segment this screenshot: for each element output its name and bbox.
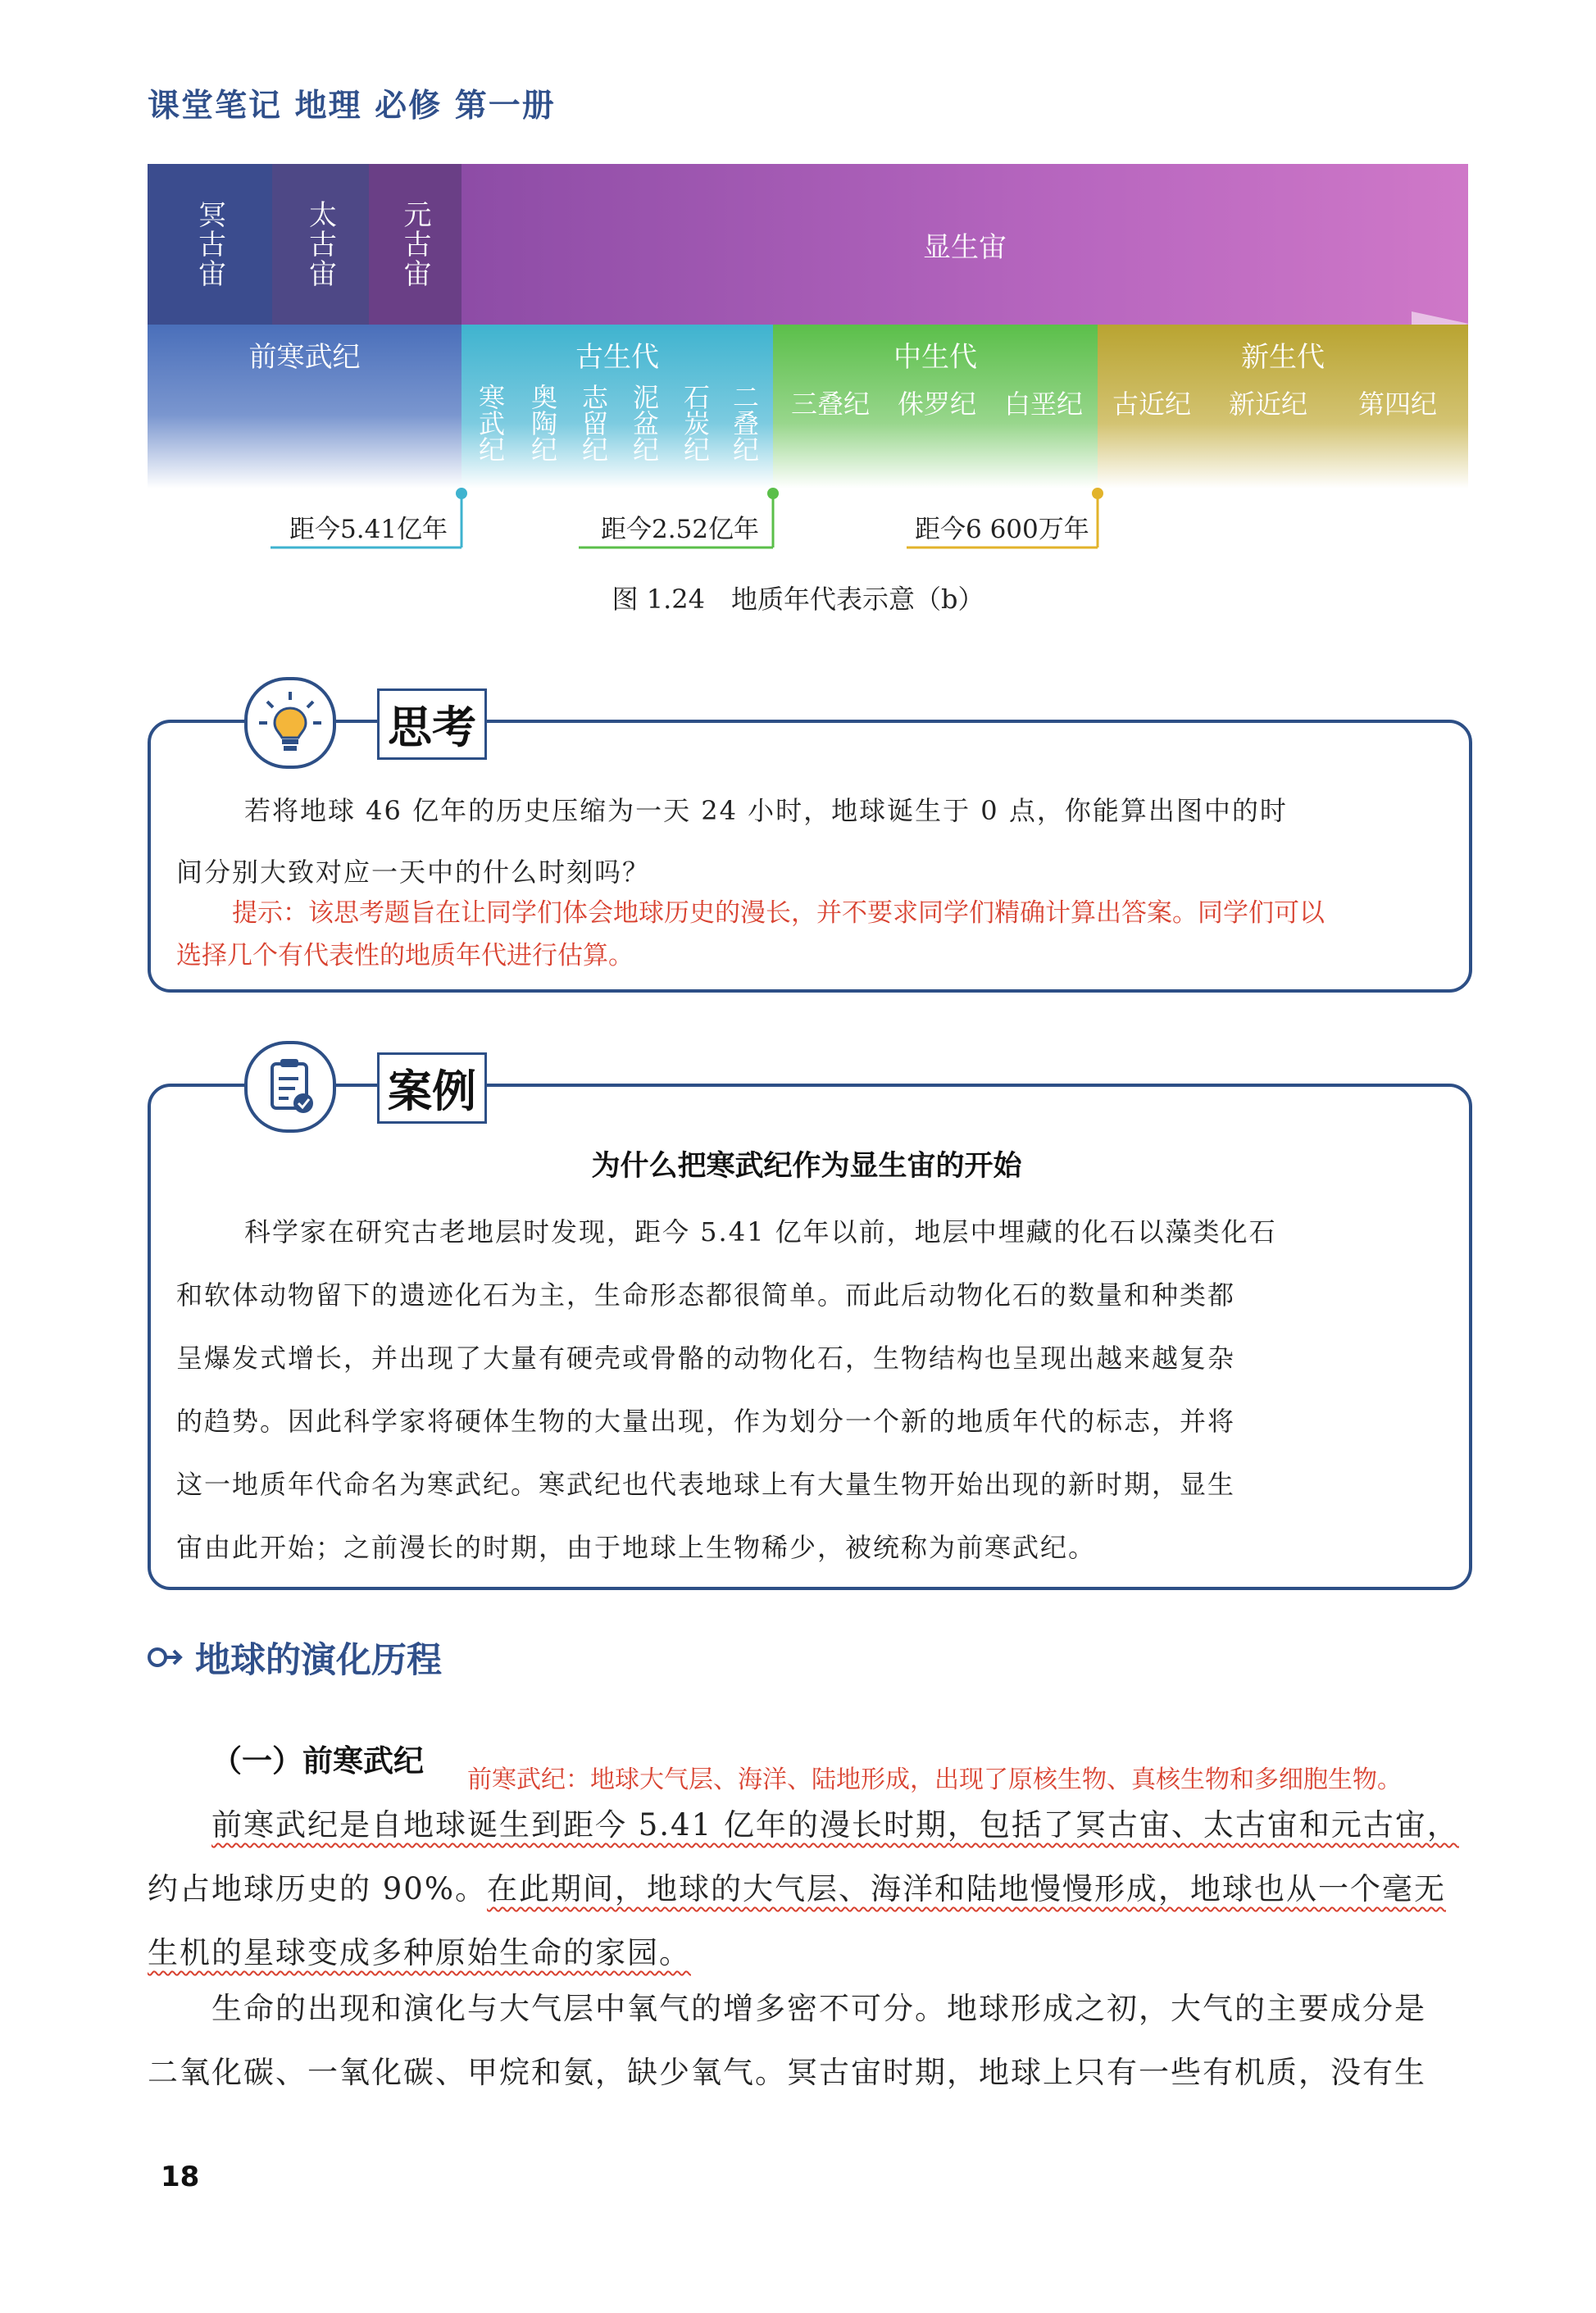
plain-text: 约占地球历史的 90%。 [148, 1871, 487, 1906]
case-heading: 为什么把寒武纪作为显生宙的开始 [591, 1150, 1022, 1183]
think-question [176, 780, 1439, 903]
eon-label: 元古宙 [398, 200, 431, 289]
eon-label: 太古宙 [303, 200, 337, 289]
period-ordovician: 奥陶纪 [527, 384, 558, 462]
era-mesozoic [773, 325, 1098, 489]
question-line: 间分别大致对应一天中的什么时刻吗？ [176, 857, 651, 888]
eon-phanerozoic [462, 164, 1468, 325]
case-line: 的趋势。因此科学家将硬体生物的大量出现，作为划分一个新的地质年代的标志，并将 [176, 1406, 1236, 1437]
era-label: 新生代 [1241, 341, 1325, 374]
section-bullet-icon [146, 1643, 185, 1672]
case-title: 案例 [377, 1052, 487, 1124]
eon-proterozoic [369, 164, 462, 325]
marker-label-252: 距今2.52亿年 [601, 515, 760, 544]
period-silurian: 志留纪 [578, 384, 609, 462]
period-neogene: 新近纪 [1229, 389, 1308, 420]
case-line: 这一地质年代命名为寒武纪。寒武纪也代表地球上有大量生物开始出现的新时期，显生 [176, 1469, 1236, 1500]
paragraph-1 [148, 1793, 1476, 1985]
eon-hadean [148, 164, 272, 325]
think-hint [176, 892, 1455, 977]
clipboard-check-icon [244, 1041, 336, 1133]
paragraph-line [148, 1793, 1476, 1857]
eon-label: 显生宙 [923, 230, 1007, 264]
era-label: 中生代 [893, 341, 977, 374]
paragraph-line: 生命的出现和演化与大气层中氧气的增多密不可分。地球形成之初，大气的主要成分是 [211, 1991, 1426, 2026]
era-paleozoic [462, 325, 773, 489]
page-number: 18 [161, 2161, 200, 2193]
section-title: 地球的演化历程 [195, 1640, 442, 1681]
paragraph-line: 二氧化碳、一氧化碳、甲烷和氨，缺少氧气。冥古宙时期，地球上只有一些有机质，没有生 [148, 2055, 1426, 2090]
era-label: 古生代 [575, 341, 659, 374]
hint-line: 提示：该思考题旨在让同学们体会地球历史的漫长，并不要求同学们精确计算出答案。同学们可以 [232, 898, 1325, 928]
period-carboniferous: 石炭纪 [680, 384, 711, 462]
case-body [176, 1201, 1455, 1579]
highlighted-text: 在此期间，地球的大气层、海洋和陆地慢慢形成，地球也从一个毫无 [487, 1871, 1446, 1906]
paragraph-line [148, 1857, 1476, 1921]
lightbulb-icon [244, 677, 336, 769]
highlighted-text: 生机的星球变成多种原始生命的家园。 [148, 1935, 691, 1970]
hint-line: 选择几个有代表性的地质年代进行估算。 [176, 941, 634, 970]
period-devonian: 泥盆纪 [629, 384, 660, 462]
marker-label-541: 距今5.41亿年 [289, 515, 448, 544]
period-permian: 二叠纪 [729, 384, 760, 462]
eon-archean [272, 164, 369, 325]
paragraph-line [148, 1921, 1476, 1985]
case-line: 宙由此开始；之前漫长的时期，由于地球上生物稀少，被统称为前寒武纪。 [176, 1532, 1097, 1563]
period-triassic: 三叠纪 [791, 389, 871, 420]
margin-note: 前寒武纪：地球大气层、海洋、陆地形成，出现了原核生物、真核生物和多细胞生物。 [467, 1765, 1402, 1794]
case-line: 呈爆发式增长，并出现了大量有硬壳或骨骼的动物化石，生物结构也呈现出越来越复杂 [176, 1343, 1236, 1374]
question-line: 若将地球 46 亿年的历史压缩为一天 24 小时，地球诞生于 0 点，你能算出图中的时 [244, 795, 1288, 826]
case-line: 和软体动物留下的遗迹化石为主，生命形态都很简单。而此后动物化石的数量和种类都 [176, 1279, 1236, 1311]
case-line: 科学家在研究古老地层时发现，距今 5.41 亿年以前，地层中埋藏的化石以藻类化石 [244, 1216, 1277, 1247]
subsection-title: （一）前寒武纪 [211, 1743, 424, 1779]
period-cretaceous: 白垩纪 [1004, 389, 1084, 420]
era-precambrian [148, 325, 462, 489]
highlighted-text: 前寒武纪是自地球诞生到距今 5.41 亿年的漫长时期，包括了冥古宙、太古宙和元古宙， [211, 1807, 1459, 1843]
era-label: 前寒武纪 [248, 341, 361, 374]
think-title: 思考 [377, 688, 487, 760]
period-quaternary: 第四纪 [1358, 389, 1438, 420]
running-head: 课堂笔记 地理 必修 第一册 [148, 88, 556, 125]
era-cenozoic [1098, 325, 1468, 489]
eon-label: 冥古宙 [193, 200, 226, 289]
period-paleogene: 古近纪 [1112, 389, 1192, 420]
paragraph-2 [148, 1977, 1476, 2105]
marker-label-66: 距今6 600万年 [915, 515, 1089, 544]
period-cambrian: 寒武纪 [475, 384, 506, 462]
figure-caption: 图 1.24 地质年代表示意（b） [612, 584, 984, 615]
period-jurassic: 侏罗纪 [898, 389, 977, 420]
